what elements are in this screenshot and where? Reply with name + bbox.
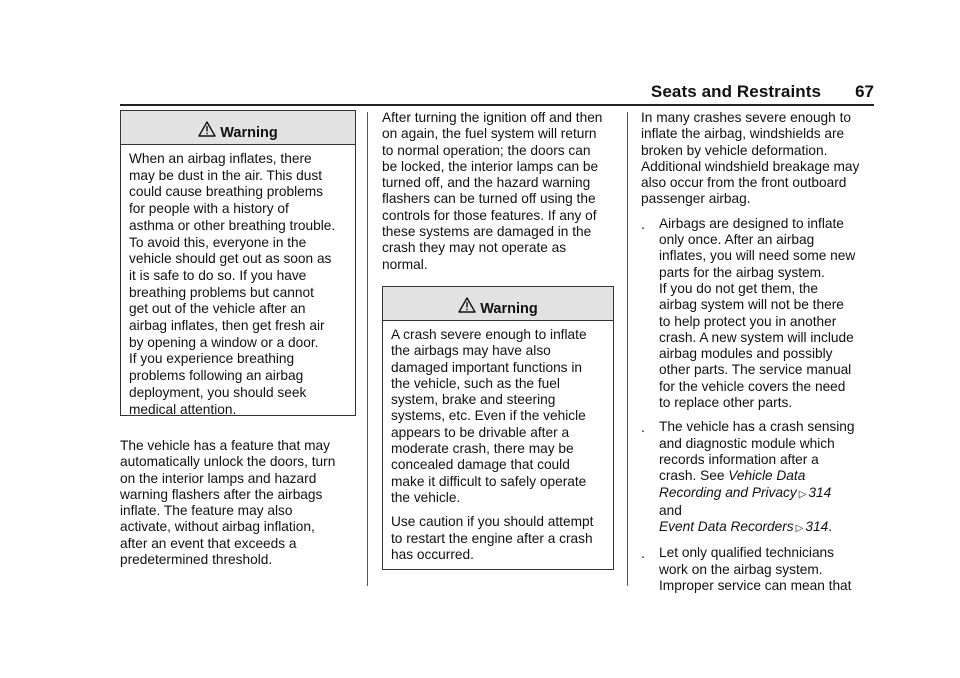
text-line: predetermined threshold. [120, 552, 273, 568]
text-line: it is safe to do so. If you have [129, 267, 307, 283]
list-item-text [659, 419, 875, 537]
text-line: After turning the ignition off and then [382, 110, 603, 125]
bullet-marker: . [641, 419, 645, 436]
text-line: also occur from the front outboard [641, 175, 847, 191]
text-line: inflate the airbag, windshields are [641, 126, 845, 142]
see-prefix: crash. See [659, 468, 729, 484]
list-item [641, 545, 875, 594]
text-line: may be dust in the air. This dust [129, 167, 322, 183]
text-line: medical attention. [129, 401, 237, 417]
text-line: only once. After an airbag [659, 232, 815, 248]
warning-body [121, 145, 355, 426]
text-line: systems, etc. Even if the vehicle [391, 408, 586, 424]
text-line: controls for those features. If any of [382, 207, 597, 223]
text-line: activate, without airbag inflation, [120, 519, 315, 535]
bullet-marker: . [641, 545, 645, 562]
text-line: be locked, the interior lamps can be [382, 158, 599, 174]
text-line: The vehicle has a crash sensing [659, 419, 855, 435]
text-line: Improper service can mean that [659, 578, 852, 594]
xref-page-number[interactable]: 314 [805, 519, 829, 535]
text-line: parts for the airbag system. [659, 264, 825, 280]
text-line: Let only qualified technicians [659, 545, 835, 561]
text-line [659, 485, 875, 503]
text-line: passenger airbag. [641, 191, 751, 207]
text-line: warning flashers after the airbags [120, 486, 323, 502]
text-line: In many crashes severe enough to [641, 110, 851, 125]
text-line: on the interior lamps and hazard [120, 470, 317, 486]
text-line: To avoid this, everyone in the [129, 234, 307, 250]
section-title: Seats and Restraints [650, 82, 822, 101]
text-line: asthma or other breathing trouble. [129, 217, 336, 233]
text-line: Use caution if you should attempt [391, 514, 594, 530]
column-2 [382, 110, 614, 570]
text-line: breathing problems but cannot [129, 284, 314, 300]
page-ref-icon: ▷ [798, 488, 807, 500]
list-item-text [659, 216, 875, 412]
paragraph-windshield [641, 110, 875, 208]
text-line: Airbags are designed to inflate [659, 215, 844, 231]
text-line: to replace other parts. [659, 395, 793, 411]
warning-paragraph-2 [391, 514, 605, 563]
column-divider-2 [627, 112, 628, 586]
text-line: and diagnostic module which [659, 435, 835, 451]
column-3 [641, 110, 875, 594]
text-line: for people with a history of [129, 201, 289, 217]
text-line: the vehicle. [391, 489, 461, 505]
text-line [659, 468, 875, 484]
text-line: The vehicle has a feature that may [120, 438, 330, 453]
column-divider-1 [367, 112, 368, 586]
xref-vehicle-data-recording-cont[interactable]: Recording and Privacy [659, 484, 797, 500]
bullet-marker: . [641, 215, 645, 232]
list-item [641, 216, 875, 412]
text-line: concealed damage that could [391, 457, 570, 473]
text-line [659, 519, 875, 537]
text-line: Additional windshield breakage may [641, 158, 860, 174]
text-line: on again, the fuel system will return [382, 126, 597, 142]
warning-header [383, 287, 613, 321]
text-line: turned off, and the hazard warning [382, 175, 591, 191]
text-line: and [659, 502, 682, 518]
text-line: to normal operation; the doors can [382, 142, 591, 158]
paragraph-auto-unlock [120, 438, 356, 568]
text-line: records information after a [659, 451, 819, 467]
text-line: flashers can be turned off using the [382, 191, 596, 207]
text-line: If you experience breathing [129, 351, 295, 367]
warning-box-dust [120, 110, 356, 416]
list-item [641, 419, 875, 537]
column-1 [120, 110, 356, 568]
text-line: appears to be drivable after a [391, 424, 570, 440]
text-line: crash. A new system will include [659, 329, 854, 345]
text-line: If you do not get them, the [659, 280, 819, 296]
text-line: system, brake and steering [391, 392, 556, 408]
text-line: the vehicle, such as the fuel [391, 375, 560, 391]
text-line: crash they may not operate as [382, 240, 567, 256]
text-line: make it difficult to safely operate [391, 473, 587, 489]
text-line: could cause breathing problems [129, 184, 324, 200]
text-line: the airbags may have also [391, 343, 551, 359]
paragraph-ignition [382, 110, 614, 273]
text-line: broken by vehicle deformation. [641, 142, 828, 158]
xref-vehicle-data-recording[interactable]: Vehicle Data [728, 468, 806, 484]
xref-page-number[interactable]: 314 [808, 484, 832, 500]
text-line: to help protect you in another [659, 313, 837, 329]
warning-triangle-icon [458, 297, 476, 317]
text-line: damaged important functions in [391, 359, 582, 375]
text-line: moderate crash, there may be [391, 441, 574, 457]
text-line: to restart the engine after a crash [391, 530, 593, 546]
sentence-period: . [828, 519, 833, 535]
warning-triangle-icon [198, 121, 216, 141]
warning-paragraph-1 [391, 327, 605, 506]
text-line: get out of the vehicle after an [129, 301, 306, 317]
text-line: vehicle should get out as soon as [129, 251, 332, 267]
text-line: normal. [382, 256, 428, 272]
list-item-text [659, 545, 875, 594]
text-line: automatically unlock the doors, turn [120, 454, 336, 470]
text-line: by opening a window or a door. [129, 334, 319, 350]
text-line: inflate. The feature may also [120, 503, 293, 519]
text-line: airbag modules and possibly [659, 346, 833, 362]
text-line: has occurred. [391, 546, 474, 562]
text-line: work on the airbag system. [659, 561, 823, 577]
warning-header [121, 111, 355, 145]
page-header [120, 82, 874, 106]
xref-event-data-recorders[interactable]: Event Data Recorders [659, 519, 794, 535]
text-line: A crash severe enough to inflate [391, 326, 587, 342]
text-line: problems following an airbag [129, 368, 304, 384]
warning-body [383, 321, 613, 571]
page-ref-icon: ▷ [795, 523, 804, 535]
warning-title: Warning [220, 124, 278, 141]
text-line: other parts. The service manual [659, 362, 852, 378]
text-line: for the vehicle covers the need [659, 378, 846, 394]
text-line: these systems are damaged in the [382, 224, 592, 240]
text-line: When an airbag inflates, there [129, 151, 312, 166]
text-line: deployment, you should seek [129, 384, 307, 400]
warning-title: Warning [480, 300, 538, 317]
warning-box-crash [382, 286, 614, 570]
text-line: inflates, you will need some new [659, 248, 856, 264]
text-line: airbag system will not be there [659, 297, 844, 313]
page-number: 67 [855, 82, 874, 101]
text-line: airbag inflates, then get fresh air [129, 318, 325, 334]
text-line: after an event that exceeds a [120, 535, 297, 551]
